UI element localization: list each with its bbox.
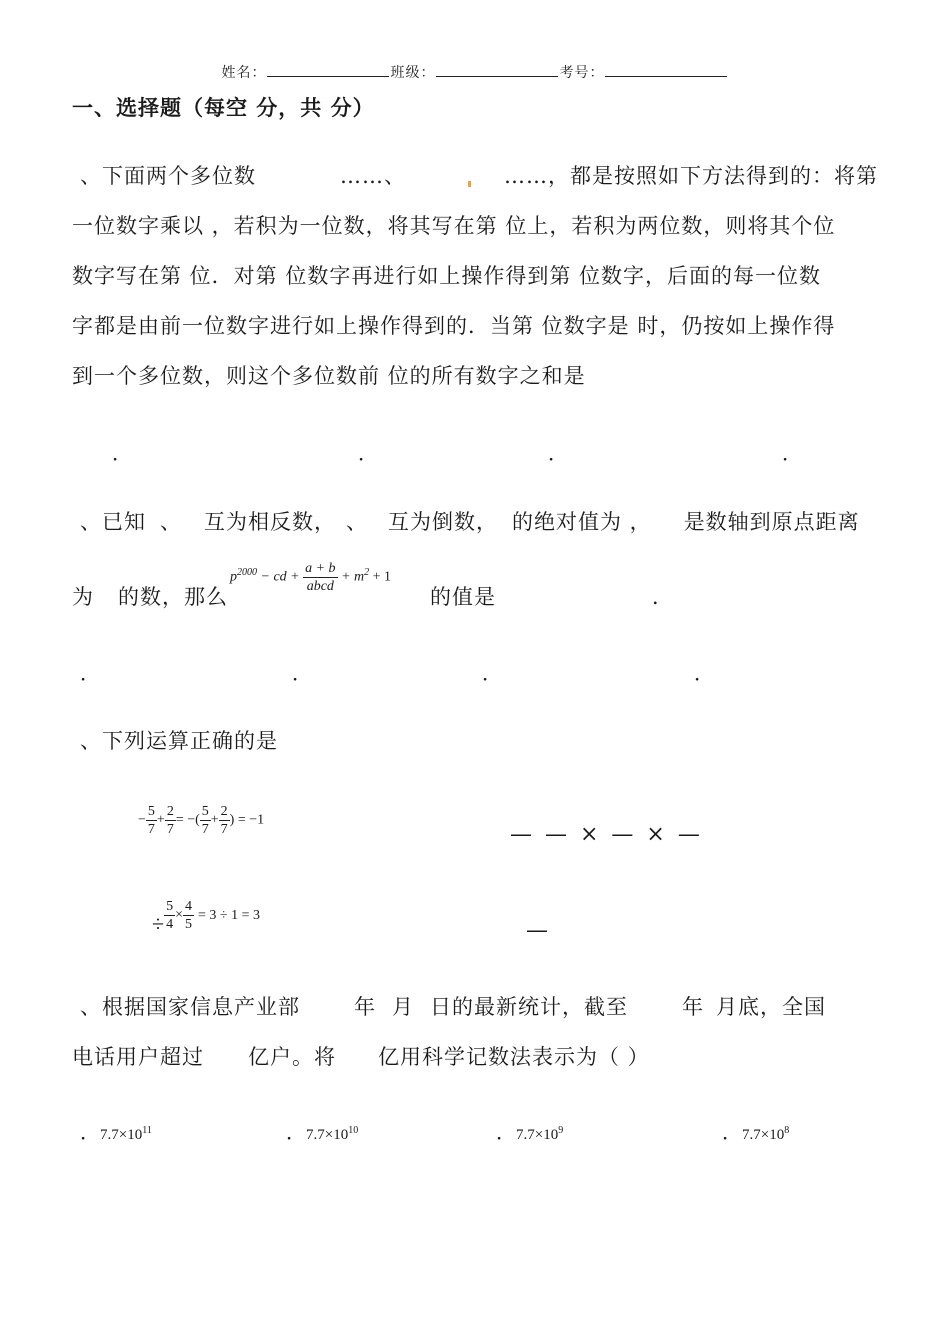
q4-option-d-dot: ． (722, 1122, 742, 1144)
q4-option-b-dot: ． (286, 1122, 306, 1144)
student-info-header (0, 62, 950, 82)
name-label: 姓名： (221, 65, 267, 81)
q2-line1-c: 互为相反数， (204, 510, 336, 534)
q2-line2-c: 的值是 (430, 585, 496, 609)
q1-option-b[interactable]: ． (358, 441, 378, 465)
q4-option-c-dot: ． (496, 1122, 516, 1144)
q4-option-b-base: 7.7×10 (306, 1127, 349, 1143)
optC-frac2-num: 4 (184, 899, 192, 914)
optA-frac3-num: 5 (201, 804, 209, 819)
q4-line1-c: 月 (392, 995, 414, 1019)
q3-title: 、下列运算正确的是 (80, 729, 278, 753)
q1-line1 (80, 160, 878, 190)
q1-line5: 到一个多位数，则这个多位数前 位的所有数字之和是 (72, 364, 586, 388)
q2-expression (230, 560, 391, 595)
q4-line1-e: 年 (682, 995, 704, 1019)
class-label: 班级： (390, 65, 436, 81)
q2-line1 (80, 506, 860, 536)
highlight-mark (468, 181, 471, 187)
optC-frac1-num: 5 (166, 899, 174, 914)
section-title: 一、选择题（每空 分，共 分） (72, 95, 375, 120)
q2-line2-end: ． (652, 585, 674, 609)
optA-frac4 (219, 803, 230, 838)
expr-m: + m (337, 569, 365, 585)
optA-frac4-num: 2 (220, 804, 228, 819)
q4-line1 (80, 991, 826, 1021)
expr-fraction (303, 560, 337, 595)
q1-option-a[interactable]: ． (112, 441, 132, 465)
q2-line1-a: 、已知 (80, 510, 146, 534)
expr-tail: + 1 (369, 569, 392, 585)
q2-line1-f: 的绝对值为 ， (512, 510, 652, 534)
optA-frac3 (200, 803, 211, 838)
q2-option-c[interactable]: ． (482, 661, 502, 685)
q2-line2-a: 为 (72, 585, 94, 609)
q4-option-c[interactable] (496, 1116, 563, 1145)
q2-line2-b: 的数，那么 (118, 585, 228, 609)
optA-frac2-num: 2 (166, 804, 174, 819)
q4-option-c-base: 7.7×10 (516, 1127, 559, 1143)
q2-line1-g: 是数轴到原点距离 (683, 510, 860, 534)
optA-mid: = −( (175, 812, 200, 828)
q4-option-a-exp: 11 (142, 1125, 152, 1136)
q1-line1-c: ……，都是按照如下方法得到的：将第 (504, 164, 878, 188)
q4-line1-f: 月底，全国 (716, 995, 826, 1019)
q2-line1-e: 互为倒数， (388, 510, 498, 534)
class-blank[interactable] (436, 62, 558, 77)
q1-line2: 一位数字乘以 ，若积为一位数，将其写在第 位上，若积为两位数，则将其个位 (72, 214, 836, 238)
q2-line1-b: 、 (160, 510, 182, 534)
optC-frac2 (183, 898, 194, 933)
q4-line1-d: 日的最新统计，截至 (430, 995, 628, 1019)
q2-option-a[interactable]: ． (80, 661, 100, 685)
expr-cd: − cd + (257, 569, 304, 585)
optA-plus2: + (210, 812, 219, 828)
expr-p-exponent: 2000 (237, 567, 257, 579)
optA-frac2-den: 7 (166, 822, 174, 837)
q4-line1-b: 年 (354, 995, 376, 1019)
optC-tail: = 3 ÷ 1 = 3 (197, 907, 260, 923)
q1-line1-a: 、下面两个多位数 (80, 164, 256, 188)
q4-option-d-exp: 8 (784, 1125, 790, 1136)
q1-line3: 数字写在第 位．对第 位数字再进行如上操作得到第 位数字，后面的每一位数 (72, 264, 822, 288)
q2-line1-d: 、 (346, 510, 368, 534)
q4-line2 (72, 1041, 650, 1071)
optC-frac1 (164, 898, 175, 933)
expr-numerator: a + b (305, 561, 336, 576)
q1-line1-b: ……、 (340, 164, 406, 188)
optA-minus: − (138, 812, 146, 828)
optA-frac4-den: 7 (220, 822, 228, 837)
q4-line1-a: 、根据国家信息产业部 (80, 995, 300, 1019)
q4-option-b-exp: 10 (348, 1125, 359, 1136)
optC-divide: ÷ (152, 910, 165, 936)
optA-tail: ) = −1 (229, 812, 265, 828)
optA-frac1-den: 7 (147, 822, 155, 837)
expr-m-exponent: 2 (364, 567, 370, 579)
optA-frac3-den: 7 (201, 822, 209, 837)
q4-option-a-dot: ． (80, 1122, 100, 1144)
optC-frac2-den: 5 (184, 917, 192, 932)
q3-option-b[interactable]: — — × — × — (510, 822, 700, 847)
q1-option-c[interactable]: ． (548, 441, 568, 465)
q4-line2-b: 亿户。将 (248, 1045, 336, 1069)
exam-no-blank[interactable] (605, 62, 727, 77)
q4-line2-c: 亿用科学记数法表示为（ ） (378, 1045, 650, 1069)
optA-frac2 (165, 803, 176, 838)
q4-option-a[interactable] (80, 1116, 152, 1145)
optA-plus: + (156, 812, 165, 828)
optA-frac1 (146, 803, 157, 838)
q3-option-c[interactable] (152, 898, 260, 936)
q2-option-d[interactable]: ． (694, 661, 714, 685)
expr-p: p (230, 569, 237, 585)
q3-option-a[interactable] (138, 803, 264, 838)
expr-denominator: abcd (306, 579, 334, 594)
q4-option-d-base: 7.7×10 (742, 1127, 785, 1143)
optC-frac1-den: 4 (166, 917, 174, 932)
q1-option-d[interactable]: ． (782, 441, 802, 465)
q3-option-d[interactable]: — (526, 918, 548, 943)
q4-line2-a: 电话用户超过 (72, 1045, 204, 1069)
optC-times: × (175, 907, 183, 923)
q4-option-d[interactable] (722, 1116, 789, 1145)
q2-option-b[interactable]: ． (292, 661, 312, 685)
optA-frac1-num: 5 (147, 804, 155, 819)
q4-option-b[interactable] (286, 1116, 358, 1145)
exam-no-label: 考号： (559, 65, 605, 81)
q1-line4: 字都是由前一位数字进行如上操作得到的．当第 位数字是 时，仍按如上操作得 (72, 314, 836, 338)
q4-option-a-base: 7.7×10 (100, 1127, 143, 1143)
q4-option-c-exp: 9 (558, 1125, 564, 1136)
name-blank[interactable] (267, 62, 389, 77)
